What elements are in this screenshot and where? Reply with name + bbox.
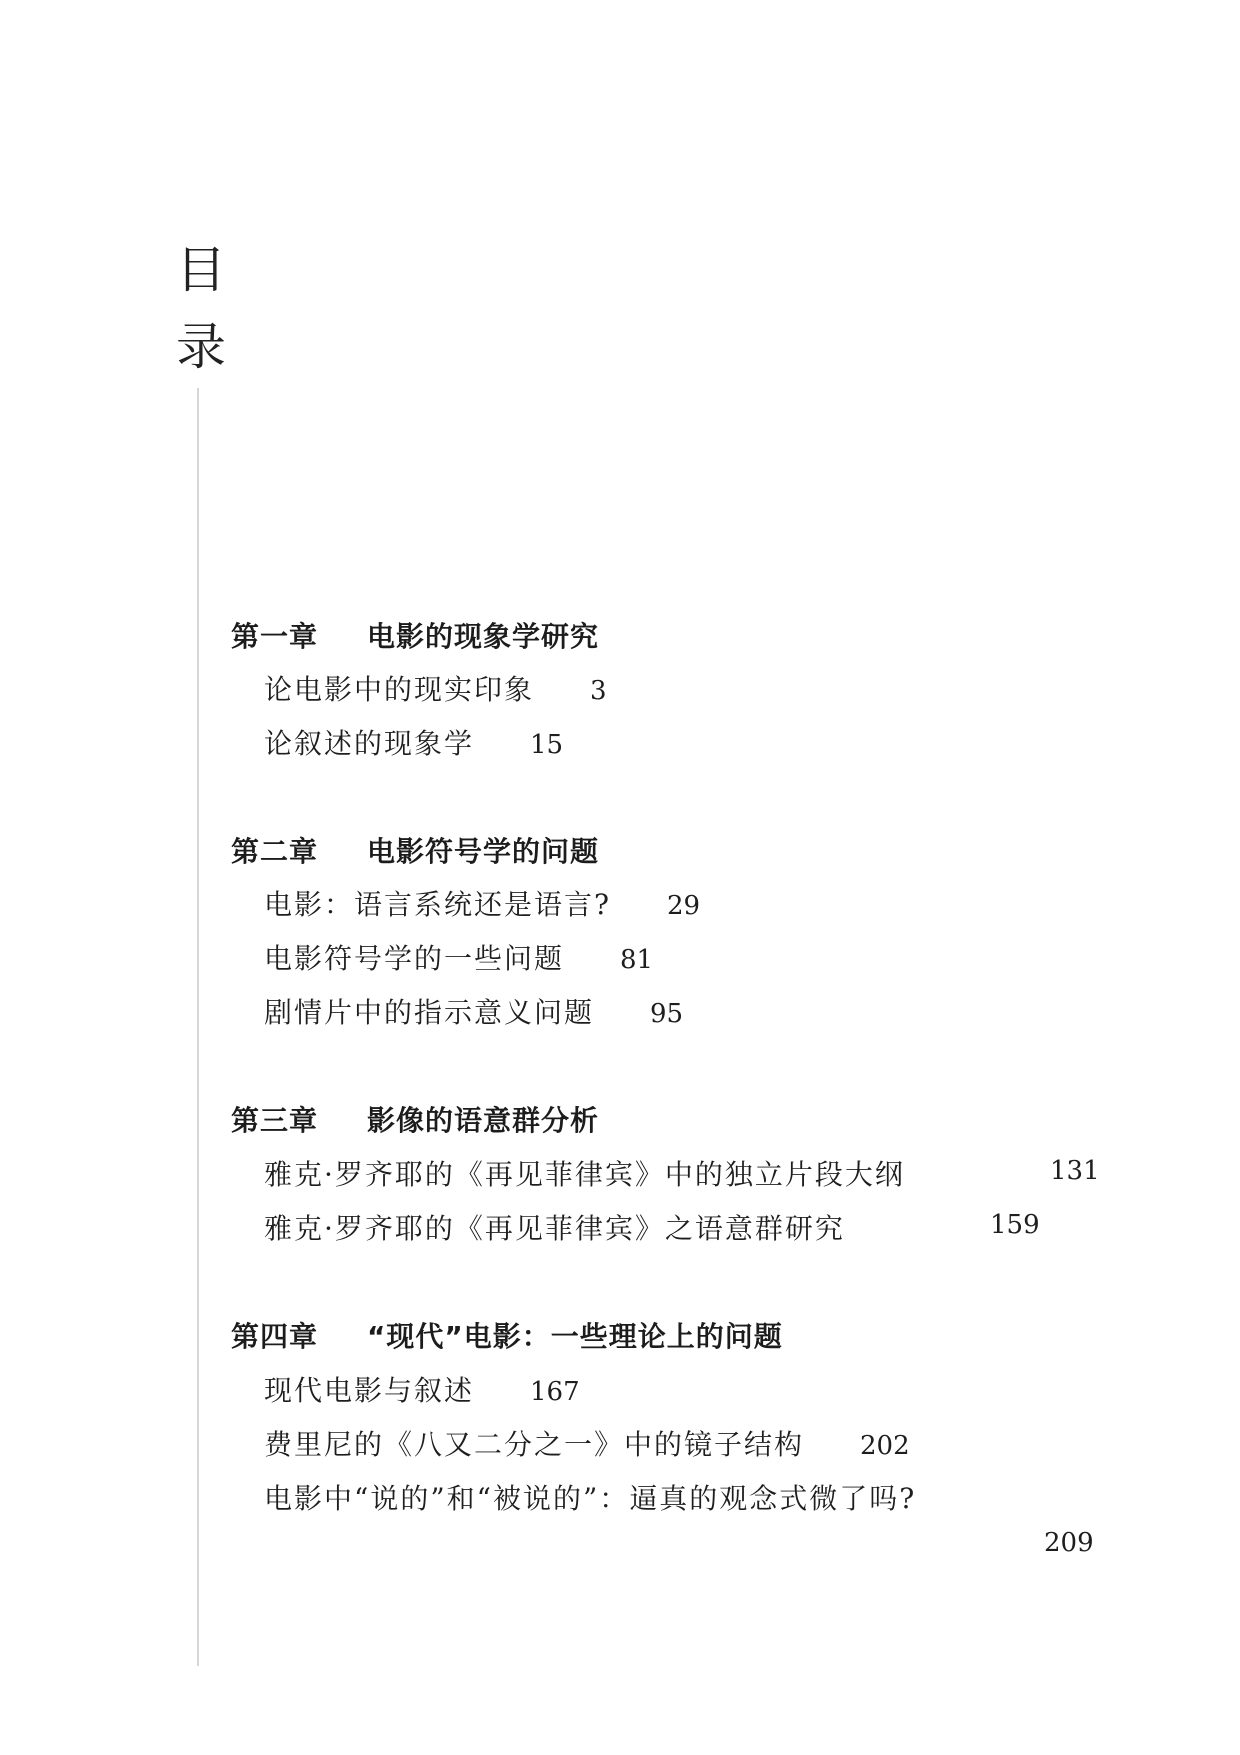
entry-title: 电影中“说的”和“被说的”：逼真的观念式微了吗? [264,1482,917,1515]
entry-page-number: 131 [1050,1156,1100,1186]
entry-title: 论叙述的现象学 [264,727,475,760]
chapter-number: 第一章 [231,620,319,653]
entry-page-number: 95 [650,999,684,1029]
entry-page-number: 159 [990,1210,1040,1240]
toc-heading-char-1: 目 [176,241,226,299]
entry-page-number: 202 [860,1431,910,1461]
chapter-heading[interactable] [231,1315,783,1355]
toc-entry[interactable] [264,937,653,977]
toc-entry[interactable] [264,668,607,708]
entry-title: 论电影中的现实印象 [264,673,535,706]
chapter-title: 电影符号学的问题 [367,835,600,868]
entry-title: 电影符号学的一些问题 [264,942,565,975]
toc-entry[interactable] [264,1477,916,1517]
chapter-title: “现代”电影：一些理论上的问题 [367,1320,783,1353]
entry-page-number: 3 [590,676,607,706]
toc-entry[interactable] [264,1207,845,1247]
entry-title: 雅克·罗齐耶的《再见菲律宾》之语意群研究 [264,1212,845,1245]
toc-entry[interactable] [264,1423,910,1463]
chapter-heading[interactable] [231,1099,599,1139]
vertical-rule [197,388,199,1666]
entry-page-number: 15 [530,730,564,760]
chapter-title: 电影的现象学研究 [367,620,600,653]
chapter-number: 第三章 [231,1104,319,1137]
chapter-heading[interactable] [231,615,599,655]
toc-heading-char-2: 录 [176,318,226,376]
chapter-heading[interactable] [231,830,599,870]
toc-entry[interactable] [264,1153,905,1193]
entry-title: 现代电影与叙述 [264,1374,475,1407]
entry-title: 电影：语言系统还是语言? [264,888,612,921]
chapter-title: 影像的语意群分析 [367,1104,600,1137]
entry-title: 费里尼的《八又二分之一》中的镜子结构 [264,1428,805,1461]
entry-page-number: 167 [530,1377,580,1407]
toc-entry[interactable] [264,722,563,762]
entry-title: 雅克·罗齐耶的《再见菲律宾》中的独立片段大纲 [264,1158,905,1191]
entry-title: 剧情片中的指示意义问题 [264,996,595,1029]
entry-page-number: 81 [620,945,654,975]
toc-entry[interactable] [264,991,683,1031]
toc-entry[interactable] [264,1369,580,1409]
chapter-number: 第四章 [231,1320,319,1353]
entry-page-number: 29 [667,891,701,921]
entry-page-number: 209 [1044,1528,1094,1558]
toc-entry[interactable] [264,883,700,923]
chapter-number: 第二章 [231,835,319,868]
